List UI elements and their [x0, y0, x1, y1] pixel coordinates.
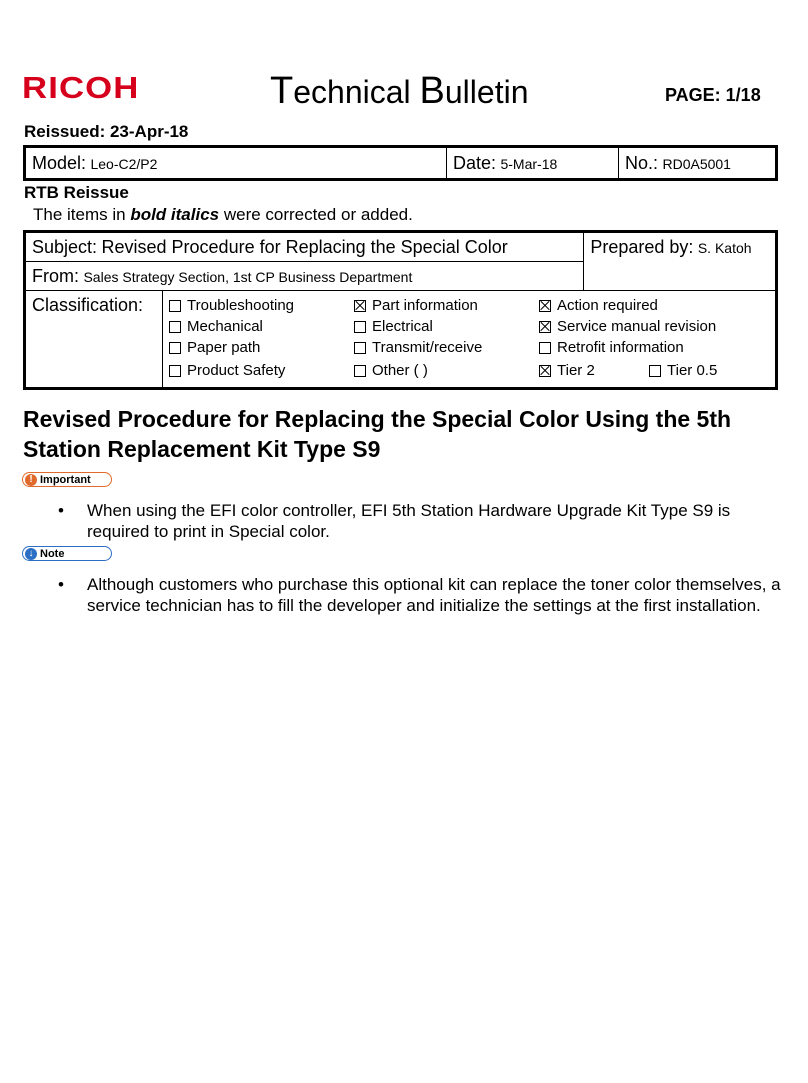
- note-label: Note: [40, 547, 65, 560]
- bullet-dot-1: •: [58, 501, 64, 520]
- classification-option-label: Electrical: [372, 318, 433, 335]
- checked-box-icon: [539, 300, 551, 312]
- classification-option: [354, 297, 478, 314]
- subject-label: Subject:: [32, 236, 98, 257]
- page-number: PAGE: 1/18: [665, 85, 761, 105]
- classification-option: [354, 362, 428, 379]
- subject-cell: [25, 232, 584, 262]
- model-label: Model:: [32, 152, 87, 173]
- rtb-note-pre: The items in: [33, 205, 131, 224]
- page-title: [270, 70, 528, 113]
- classification-option-label: Transmit/receive: [372, 339, 483, 356]
- number-label: No.:: [625, 152, 659, 173]
- classification-option-label: Other ( ): [372, 362, 428, 379]
- bullet-text-2: Although customers who purchase this optional kit can replace the toner color themselves, a service technician has to fill the developer and initialize the settings at the first installation.: [87, 575, 781, 615]
- rtb-note-bold: bold italics: [130, 205, 220, 224]
- from-value: Sales Strategy Section, 1st CP Business Department: [83, 268, 413, 285]
- classification-option-label: Retrofit information: [557, 339, 684, 356]
- reissued-date: Reissued: 23-Apr-18: [24, 122, 189, 141]
- rtb-note-post: were corrected or added.: [219, 205, 413, 224]
- prepared-cell: [584, 232, 777, 291]
- note-badge: [22, 546, 112, 561]
- classification-option-label: Product Safety: [187, 362, 286, 379]
- rtb-note: [33, 205, 413, 225]
- number-cell: [619, 147, 777, 180]
- classification-option: [539, 339, 684, 356]
- checked-box-icon: [354, 300, 366, 312]
- classification-option-label: Mechanical: [187, 318, 263, 335]
- unchecked-box-icon: [354, 365, 366, 377]
- date-cell: [447, 147, 619, 180]
- unchecked-box-icon: [169, 321, 181, 333]
- date-value: 5-Mar-18: [500, 155, 558, 172]
- model-value: Leo-C2/P2: [90, 155, 158, 172]
- ricoh-logo: RICOH: [22, 70, 140, 105]
- date-label: Date:: [453, 152, 497, 173]
- from-cell: [25, 262, 584, 291]
- unchecked-box-icon: [649, 365, 661, 377]
- exclamation-icon: !: [25, 474, 37, 486]
- model-info-table: [23, 145, 778, 181]
- classification-option: [539, 297, 658, 314]
- unchecked-box-icon: [354, 321, 366, 333]
- classification-option-label: Tier 0.5: [667, 362, 718, 379]
- classification-option-label: Troubleshooting: [187, 297, 295, 314]
- classification-option: [169, 362, 285, 379]
- title-rest-1: echnical: [293, 74, 420, 110]
- from-label: From:: [32, 265, 79, 286]
- unchecked-box-icon: [539, 342, 551, 354]
- important-badge: [22, 472, 112, 487]
- unchecked-box-icon: [169, 342, 181, 354]
- prepared-label: Prepared by:: [590, 237, 694, 257]
- arrow-down-icon: ↓: [25, 548, 37, 560]
- unchecked-box-icon: [169, 300, 181, 312]
- classification-option: [649, 362, 717, 379]
- unchecked-box-icon: [169, 365, 181, 377]
- classification-options-cell: [163, 291, 777, 389]
- classification-option-label: Paper path: [187, 339, 261, 356]
- classification-grid: [163, 293, 775, 385]
- bullet-dot-2: •: [58, 575, 64, 594]
- classification-option: [169, 297, 294, 314]
- number-value: RD0A5001: [662, 155, 731, 172]
- rtb-title: RTB Reissue: [24, 183, 129, 202]
- classification-label: Classification:: [32, 295, 144, 315]
- classification-option: [354, 318, 433, 335]
- subject-value: Revised Procedure for Replacing the Special Color: [101, 236, 508, 257]
- classification-option-label: Action required: [557, 297, 658, 314]
- classification-option: [354, 339, 482, 356]
- bullet-text-1: When using the EFI color controller, EFI 5th Station Hardware Upgrade Kit Type S9 is required to print in Special color.: [87, 501, 731, 541]
- classification-option-label: Part information: [372, 297, 478, 314]
- subject-table: [23, 230, 778, 390]
- classification-option-label: Service manual revision: [557, 318, 717, 335]
- prepared-value: S. Katoh: [697, 240, 752, 256]
- title-initial-t: T: [270, 70, 294, 112]
- classification-option: [539, 318, 716, 335]
- classification-option-label: Tier 2: [557, 362, 595, 379]
- title-initial-b: B: [419, 70, 445, 112]
- classification-option: [169, 339, 260, 356]
- classification-option: [539, 362, 595, 379]
- title-rest-2: ulletin: [444, 74, 529, 110]
- classification-option: [169, 318, 263, 335]
- important-label: Important: [40, 473, 91, 486]
- checked-box-icon: [539, 365, 551, 377]
- unchecked-box-icon: [354, 342, 366, 354]
- checked-box-icon: [539, 321, 551, 333]
- model-cell: [25, 147, 447, 180]
- classification-label-cell: [25, 291, 163, 389]
- section-heading: Revised Procedure for Replacing the Special Color Using the 5th Station Replacement Kit Type S9: [23, 406, 732, 462]
